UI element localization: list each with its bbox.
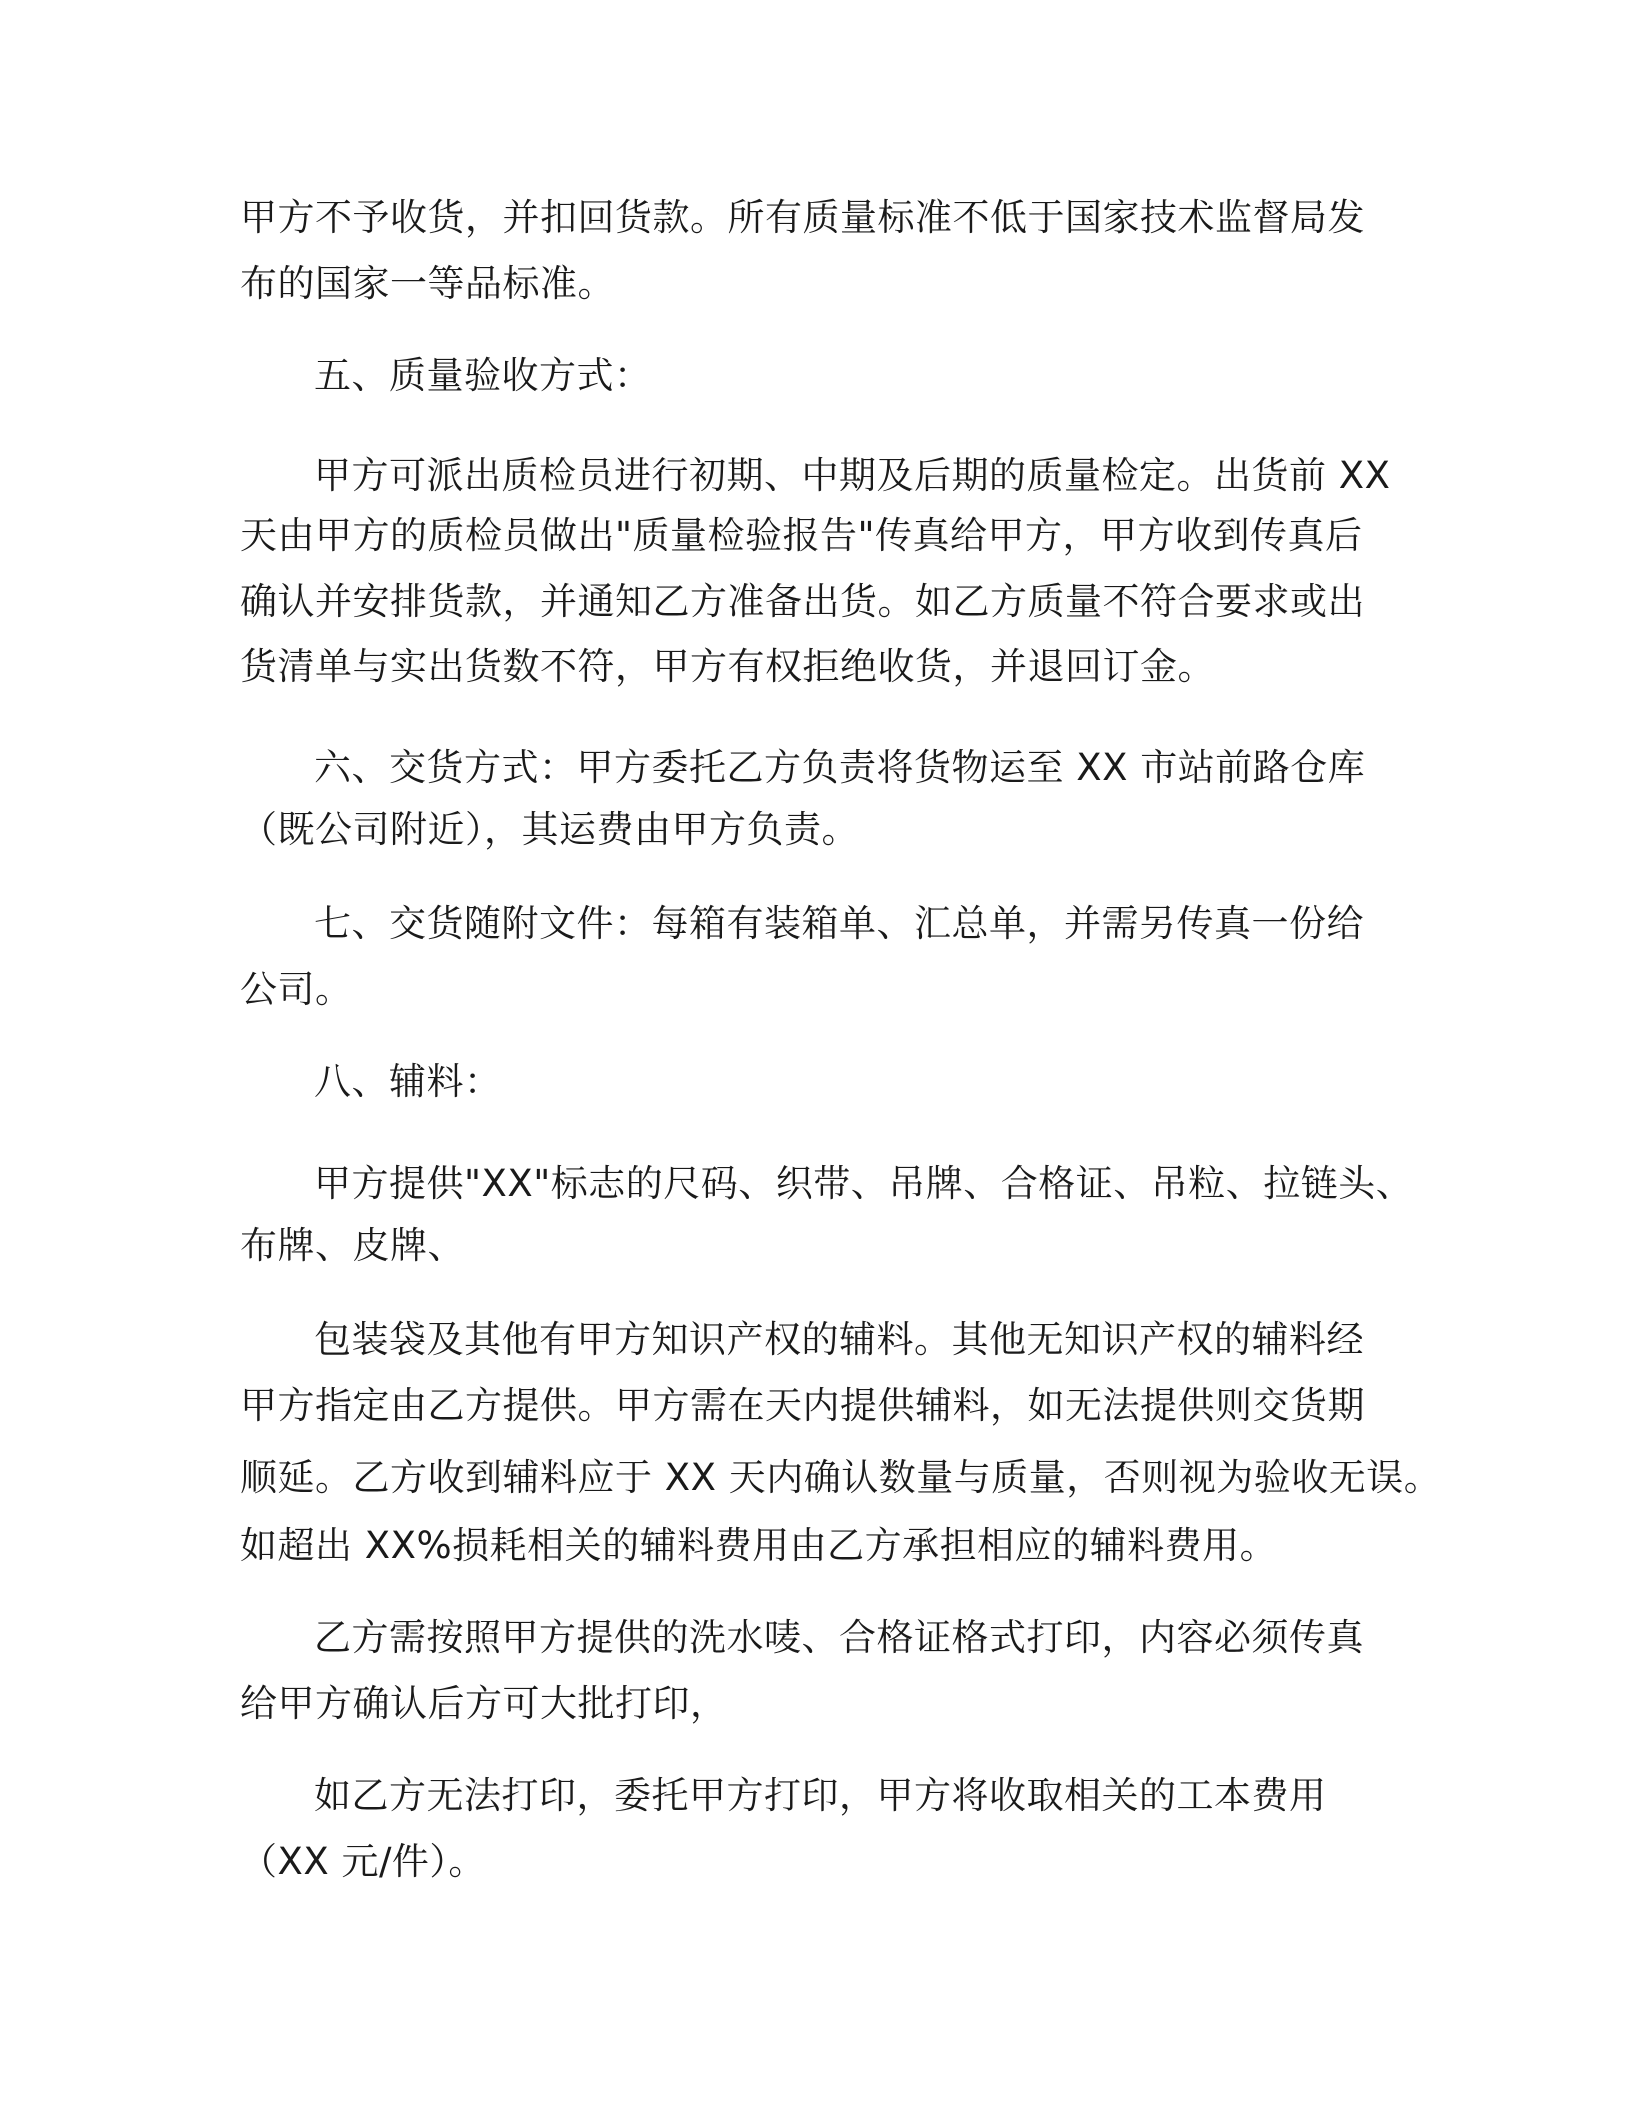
paragraph-printing-line-2: 给甲方确认后方可大批打印， <box>240 1682 728 1725</box>
paragraph-inspection-line-4: 货清单与实出货数不符，甲方有权拒绝收货，并退回订金。 <box>240 645 1215 688</box>
paragraph-printing-fee-line-2: （XX 元/件）。 <box>240 1840 486 1883</box>
paragraph-delivery-line-2: （既公司附近），其运费由甲方负责。 <box>240 808 859 851</box>
paragraph-inspection-line-3: 确认并安排货款，并通知乙方准备出货。如乙方质量不符合要求或出 <box>240 580 1365 623</box>
heading-quality-acceptance: 五、质量验收方式： <box>314 354 652 397</box>
paragraph-inspection-line-1: 甲方可派出质检员进行初期、中期及后期的质量检定。出货前 XX <box>314 454 1391 497</box>
paragraph-documents-line-2: 公司。 <box>240 968 353 1011</box>
paragraph-accessories-list-line-1: 甲方提供"XX"标志的尺码、织带、吊牌、合格证、吊粒、拉链头、 <box>314 1162 1414 1205</box>
paragraph-accessories-terms-line-4: 如超出 XX%损耗相关的辅料费用由乙方承担相应的辅料费用。 <box>240 1524 1278 1567</box>
paragraph-inspection-line-2: 天由甲方的质检员做出"质量检验报告"传真给甲方，甲方收到传真后 <box>240 514 1363 557</box>
paragraph-quality-standard-line-2: 布的国家一等品标准。 <box>240 262 615 305</box>
paragraph-accessories-terms-line-2: 甲方指定由乙方提供。甲方需在天内提供辅料，如无法提供则交货期 <box>240 1384 1365 1427</box>
paragraph-quality-standard-line-1: 甲方不予收货，并扣回货款。所有质量标准不低于国家技术监督局发 <box>240 196 1365 239</box>
paragraph-printing-fee-line-1: 如乙方无法打印，委托甲方打印，甲方将收取相关的工本费用 <box>314 1774 1327 1817</box>
paragraph-documents-line-1: 七、交货随附文件：每箱有装箱单、汇总单，并需另传真一份给 <box>314 902 1364 945</box>
heading-accessories: 八、辅料： <box>314 1060 502 1103</box>
paragraph-delivery-line-1: 六、交货方式：甲方委托乙方负责将货物运至 XX 市站前路仓库 <box>314 746 1366 789</box>
paragraph-accessories-terms-line-1: 包装袋及其他有甲方知识产权的辅料。其他无知识产权的辅料经 <box>314 1318 1364 1361</box>
paragraph-accessories-list-line-2: 布牌、皮牌、 <box>240 1224 465 1267</box>
paragraph-printing-line-1: 乙方需按照甲方提供的洗水唛、合格证格式打印，内容必须传真 <box>314 1616 1364 1659</box>
paragraph-accessories-terms-line-3: 顺延。乙方收到辅料应于 XX 天内确认数量与质量，否则视为验收无误。 <box>240 1456 1442 1499</box>
